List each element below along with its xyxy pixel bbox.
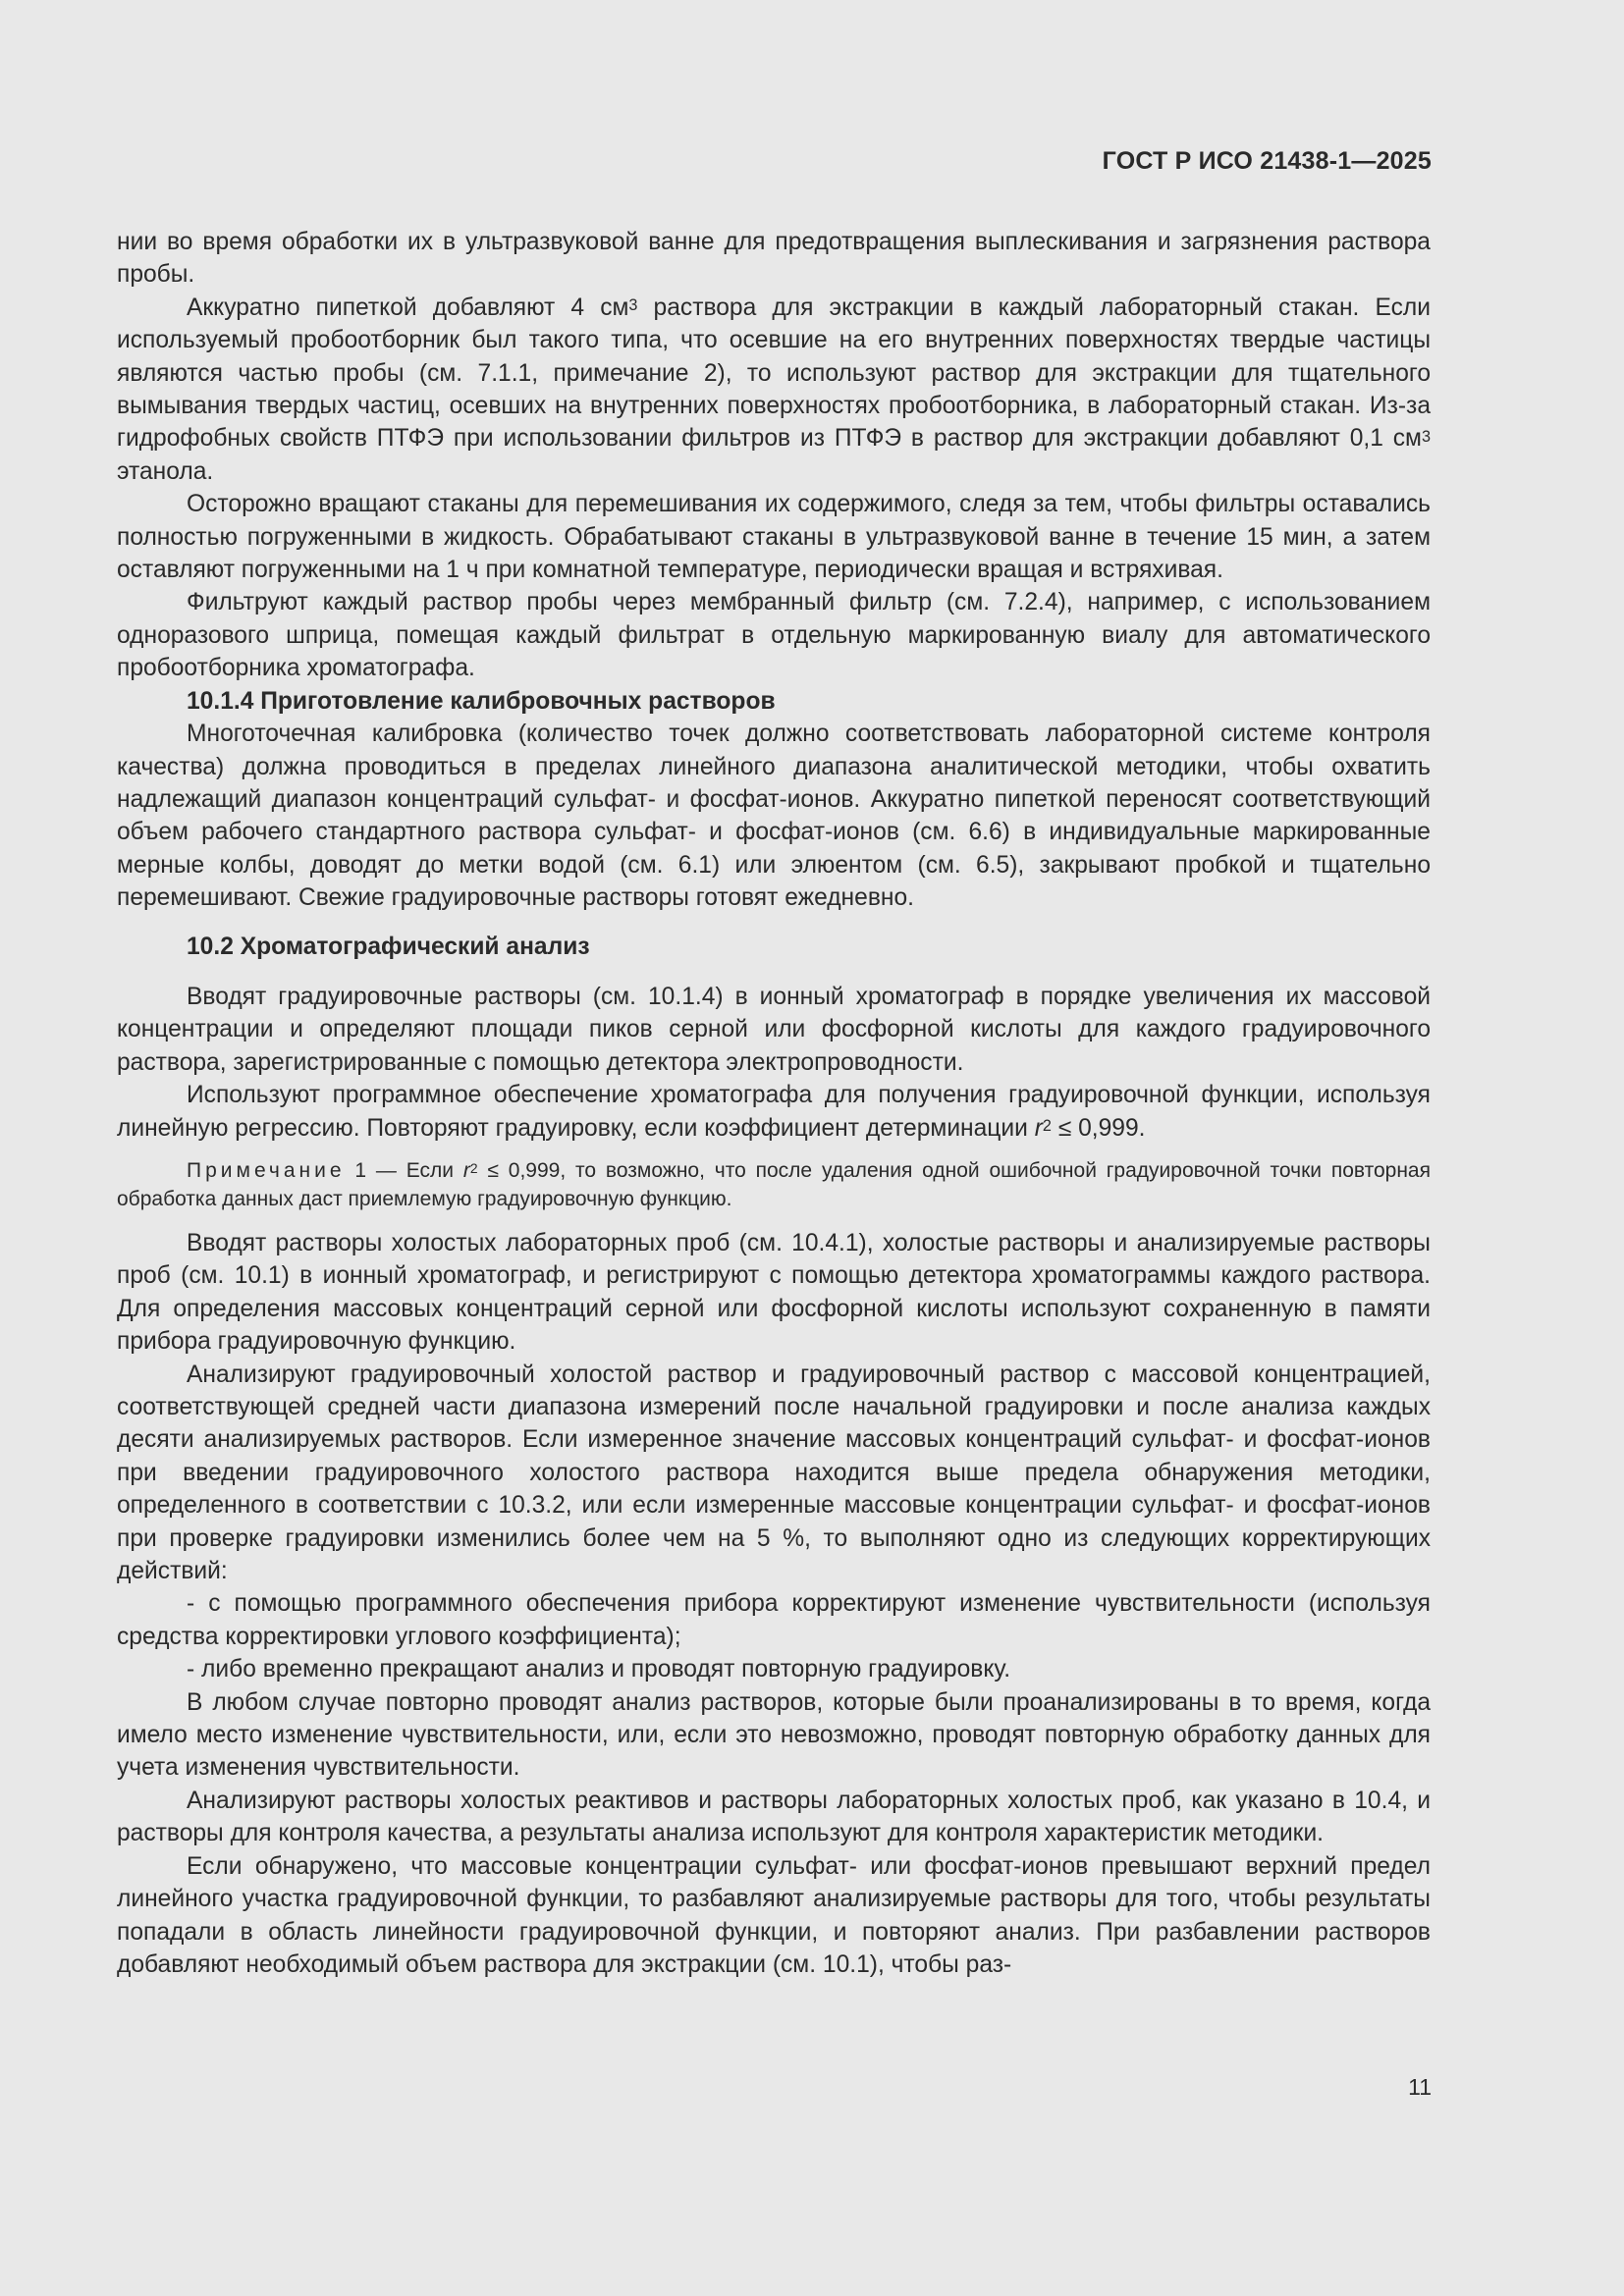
superscript: 3 <box>628 295 638 314</box>
paragraph-quality-control: Анализируют растворы холостых реактивов и растворы лабораторных холостых проб, как указано в 10.4, и растворы для контроля качества, а результаты анализа используют для контроля характеристик методики. <box>117 1787 1431 1847</box>
paragraph-filtering: Фильтруют каждый раствор пробы через мембранный фильтр (см. 7.2.4), например, с использованием одноразового шприца, помещая каждый фильтрат в отдельную маркированную виалу для автоматического пробоотборника хроматографа. <box>117 589 1431 682</box>
paragraph-regression: Используют программное обеспечение хроматографа для получения градуировочной функции, используя линейную регрессию. Повторяют градуировку, если коэффициент детерминации $r^2 \le 0,999$. <box>117 1082 1431 1142</box>
section-heading-10-1-4: 10.1.4 Приготовление калибровочных растворов <box>187 687 776 715</box>
paragraph-dilution: Если обнаружено, что массовые концентрации сульфат- или фосфат-ионов превышают верхний предел линейного участка градуировочной функции, то разбавляют анализируемые растворы для того, чтобы результаты попадали в область линейности градуировочной функции, и повторяют анализ. При разбавлении растворов добавляют необходимый объем раствора для экстракции (см. 10.1), чтобы раз- <box>117 1852 1431 1978</box>
document-body <box>117 226 1431 1981</box>
paragraph-extraction: Аккуратно пипеткой добавляют 4 $см^3$ раствора для экстракции в каждый лабораторный стакан. Если используемый пробоотборник был такого типа, что осевшие на его внутренних поверхностях твердые частицы являются частью пробы (см. 7.1.1, примечание 2), то используют раствор для экстракции для тщательного вымывания твердых частиц, осевших на внутренних поверхностях пробоотборника, в лабораторный стакан. Из-за гидрофобных свойств ПТФЭ при использовании фильтров из ПТФЭ в раствор для экстракции добавляют 0,1 $см^3$ этанола. <box>117 294 1431 485</box>
paragraph-reanalysis: В любом случае повторно проводят анализ растворов, которые были проанализированы в то время, когда имело место изменение чувствительности, или, если это невозможно, проводят повторную обработку данных для учета изменения чувствительности. <box>117 1688 1431 1782</box>
list-item: - либо временно прекращают анализ и проводят повторную градуировку. <box>187 1656 1011 1683</box>
superscript: 2 <box>1042 1116 1052 1135</box>
list-item: - с помощью программного обеспечения прибора корректируют изменение чувствительности (используя средства корректировки углового коэффициента); <box>117 1590 1431 1650</box>
paragraph-calibration: Многоточечная калибровка (количество точек должно соответствовать лабораторной системе контроля качества) должна проводиться в пределах линейного диапазона аналитической методики, чтобы охватить надлежащий диапазон концентраций сульфат- и фосфат-ионов. Аккуратно пипеткой переносят соответствующий объем рабочего стандартного раствора сульфат- и фосфат-ионов (см. 6.6) в индивидуальные маркированные мерные колбы, доводят до метки водой (см. 6.1) или элюентом (см. 6.5), закрывают пробкой и тщательно перемешивают. Свежие градуировочные растворы готовят ежедневно. <box>117 721 1431 912</box>
superscript: 2 <box>469 1159 478 1176</box>
paragraph-rotation: Осторожно вращают стаканы для перемешивания их содержимого, следя за тем, чтобы фильтры оставались полностью погруженными в жидкость. Обрабатывают стаканы в ультразвуковой ванне в течение 15 мин, а затем оставляют погруженными на 1 ч при комнатной температуре, периодически вращая и встряхивая. <box>117 491 1431 584</box>
paragraph-calibration-check: Анализируют градуировочный холостой раствор и градуировочный раствор с массовой концентрацией, соответствующей средней части диапазона измерений после начальной градуировки и после анализа каждых десяти анализируемых растворов. Если измеренное значение массовых концентраций сульфат- и фосфат-ионов при введении градуировочного холостого раствора находится выше предела обнаружения методики, определенного в соответствии с 10.3.2, или если измеренные массовые концентрации сульфат- и фосфат-ионов при проверке градуировки изменились более чем на 5 %, то выполняют одно из следующих корректирующих действий: <box>117 1361 1431 1585</box>
note-label: Примечание <box>187 1158 346 1182</box>
superscript: 3 <box>1421 427 1431 446</box>
document-id-header: ГОСТ Р ИСО 21438-1—2025 <box>1102 147 1432 175</box>
section-heading-10-2: 10.2 Хроматографический анализ <box>187 933 590 960</box>
paragraph-continuation: нии во время обработки их в ультразвуковой ванне для предотвращения выплескивания и загрязнения раствора пробы. <box>117 229 1431 289</box>
note: Примечание 1 — Если $r^2 \le 0,999$, то возможно, что после удаления одной ошибочной градуировочной точки повторная обработка данных даст приемлемую градуировочную функцию. <box>117 1158 1431 1210</box>
paragraph-blank-samples: Вводят растворы холостых лабораторных проб (см. 10.4.1), холостые растворы и анализируемые растворы проб (см. 10.1) в ионный хроматограф, и регистрируют с помощью детектора хроматограммы каждого раствора. Для определения массовых концентраций серной или фосфорной кислоты используют сохраненную в памяти прибора градуировочную функцию. <box>117 1229 1431 1356</box>
page-number: 11 <box>1408 2074 1432 2100</box>
paragraph-injection: Вводят градуировочные растворы (см. 10.1.4) в ионный хроматограф в порядке увеличения их массовой концентрации и определяют площади пиков серной или фосфорной кислоты для каждого градуировочного раствора, зарегистрированные с помощью детектора электропроводности. <box>117 983 1431 1076</box>
